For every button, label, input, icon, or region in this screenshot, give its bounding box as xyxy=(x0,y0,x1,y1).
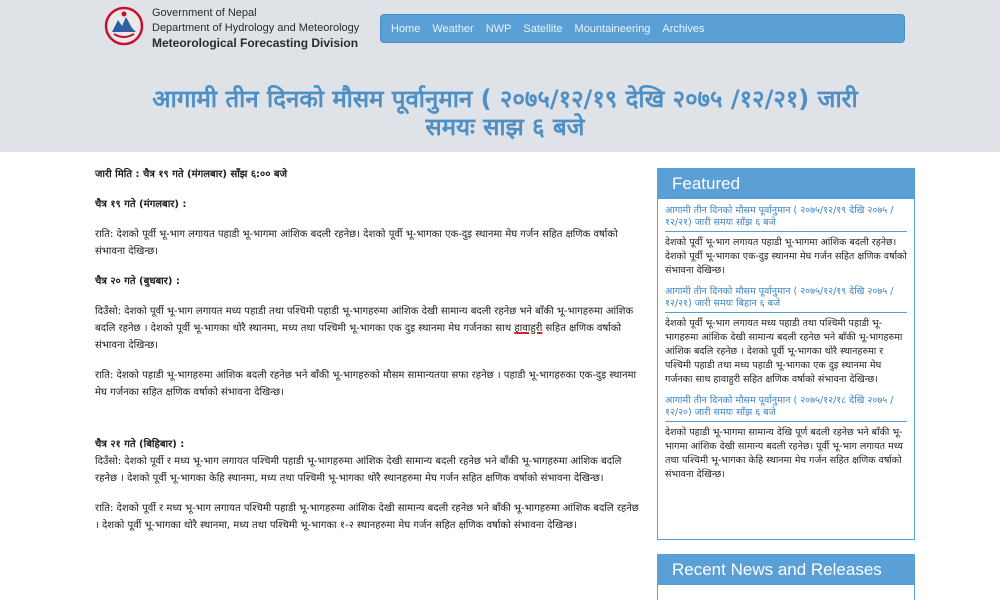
day3-day-text: दिउँसो: देशको पूर्वी र मध्य भू-भाग लगायत पश्चिमी पहाडी भू-भागहरुमा आंशिक देखी सामान्य बदली रहनेछ भने बाँकी भू-भागहरुमा आंशिक बदलि रहनेछ । देशको पूर्वी भू-भागका केहि स्थानमा, मध्य तथा पश्चिमी भू-भागका थोरै स्थानहरुमा मेघ गर्जन सहित क्षणिक वर्षाको संभावना देखिन्छ। xyxy=(95,456,622,484)
day3-heading: चैत्र २१ गते (बिहिबार) : xyxy=(95,439,185,450)
nav-weather[interactable]: Weather xyxy=(432,22,474,35)
day1-heading: चैत्र १९ गते (मंगलबार) : xyxy=(95,199,187,210)
forecast-content xyxy=(95,166,640,547)
featured-item-body-3: देशको पहाडी भू-भागमा सामान्य देखि पूर्ण बदली रहनेछ भने बाँकी भू-भागमा आंशिक देखी सामान्य बदली रहनेछ। पूर्वी भू-भाग लगायत मध्य तथा पश्चिमी भू-भागका केहि स्थानमा मेघ गर्जन सहित क्षणिक वर्षाको संभावना देखिन्छ। xyxy=(665,427,903,480)
news-heading: Recent News and Releases xyxy=(658,555,914,585)
hail-word-underlined: हावाहुरी xyxy=(514,323,543,334)
nav-home[interactable]: Home xyxy=(391,22,421,35)
featured-item-body-2: देशको पूर्वी भू-भाग लगायत मध्य पहाडी तथा पश्चिमी पहाडी भू-भागहरुमा आंशिक देखी सामान्य बदली रहनेछ भने बाँकी भू-भागहरुमा आंशिक बदलि रहनेछ । देशको पूर्वी भू-भागका थोरै स्थानहरुमा र पश्चिमी पहाडी तथा मध्य पहाडी भू-भागका एक दुइ स्थानमा मेघ गर्जनका साथ हावाहुरी सहित क्षणिक वर्षाको संभावना देखिन्छ। xyxy=(665,318,903,385)
nepal-emblem-logo[interactable] xyxy=(104,6,144,46)
organization-name xyxy=(152,6,359,51)
day2-night-text: राति: देशको पहाडी भू-भागहरुमा आंशिक बदली रहनेछ भने बाँकी भू-भागहरुको मौसम सामान्यतया सफा रहनेछ । पहाडी भू-भागहरुका एक-दुइ स्थानमा मेघ गर्जनका सहित क्षणिक वर्षाको संभावना देखिन्छ। xyxy=(95,370,637,398)
day3-night-text: राति: देशको पूर्वी र मध्य भू-भाग लगायत पश्चिमी पहाडी भू-भागहरुमा आंशिक देखी सामान्य बदली रहनेछ भने बाँकी भू-भागहरुमा आंशिक बदलि रहनेछ । देशको पूर्वी भू-भागका थोरै स्थानमा, मध्य तथा पश्चिमी भू-भागका १-२ स्थानहरुमा मेघ गर्जन सहित क्षणिक वर्षाको संभावना देखिन्छ। xyxy=(95,503,639,531)
nav-satellite[interactable]: Satellite xyxy=(523,22,563,35)
day2-day-text-post: सहित क्षणिक वर्षाको संभावना देखिन्छ। xyxy=(95,323,622,351)
featured-item-title-3[interactable]: आगामी तीन दिनको मौसम पूर्वानुमान ( २०७५/१२/१८ देखि २०७५ /१२/२०) जारी समयः साँझ ६ बजे xyxy=(665,395,907,422)
page-title-line1: आगामी तीन दिनको मौसम पूर्वानुमान ( २०७५/१२/१९ देखि २०७५ /१२/२१) जारी xyxy=(152,85,858,113)
featured-item-title-1[interactable]: आगामी तीन दिनको मौसम पूर्वानुमान ( २०७५/१२/१९ देखि २०७५ /१२/२१) जारी समयः साँझ ६ बजे xyxy=(665,205,907,232)
featured-widget xyxy=(657,168,915,540)
nav-mountaineering[interactable]: Mountaineering xyxy=(574,22,651,35)
news-widget xyxy=(657,554,915,600)
page-title xyxy=(90,85,920,141)
day2-day-text-pre: दिउँसो: देशको पूर्वी भू-भाग लगायत मध्य पहाडी तथा पश्चिमी पहाडी भू-भागहरुमा आंशिक देखी सामान्य बदली रहनेछ भने बाँकी भू-भागहरुमा आंशिक बदलि रहनेछ । देशको पूर्वी भू-भागका थोरै स्थानमा, मध्य तथा पश्चिमी भू-भागका एक दुइ स्थानमा मेघ गर्जनका साथ xyxy=(95,306,634,334)
nav-nwp[interactable]: NWP xyxy=(485,22,512,35)
page-title-line2: समयः साझ ६ बजे xyxy=(425,113,585,141)
featured-item-title-2[interactable]: आगामी तीन दिनको मौसम पूर्वानुमान ( २०७५/१२/१९ देखि २०७५ /१२/२१) जारी समयः बिहान ६ बजे xyxy=(665,286,907,313)
nav-archives[interactable]: Archives xyxy=(662,22,705,35)
featured-item-body-1: देशको पूर्वी भू-भाग लगायत पहाडी भू-भागमा आंशिक बदली रहनेछ। देशको पूर्वी भू-भागका एक-दुइ स्थानमा मेघ गर्जन सहित क्षणिक वर्षाको संभावना देखिन्छ। xyxy=(665,237,907,276)
org-line-division: Meteorological Forecasting Division xyxy=(152,36,359,50)
day2-heading: चैत्र २० गते (बुधबार) : xyxy=(95,276,180,287)
day1-night-text: राति: देशको पूर्वी भू-भाग लगायत पहाडी भू-भागमा आंशिक बदली रहनेछ। देशको पूर्वी भू-भागका एक-दुइ स्थानमा मेघ गर्जन सहित क्षणिक वर्षाको संभावना देखिन्छ। xyxy=(95,229,618,257)
main-nav xyxy=(380,14,905,43)
issue-date: जारी मिति : चैत्र १९ गते (मंगलबार) साँझ ६:०० बजे xyxy=(95,169,288,180)
org-line-department: Department of Hydrology and Meteorology xyxy=(152,22,360,34)
featured-heading: Featured xyxy=(658,169,914,199)
day2-day-text xyxy=(95,303,640,354)
org-line-government: Government of Nepal xyxy=(152,7,257,19)
